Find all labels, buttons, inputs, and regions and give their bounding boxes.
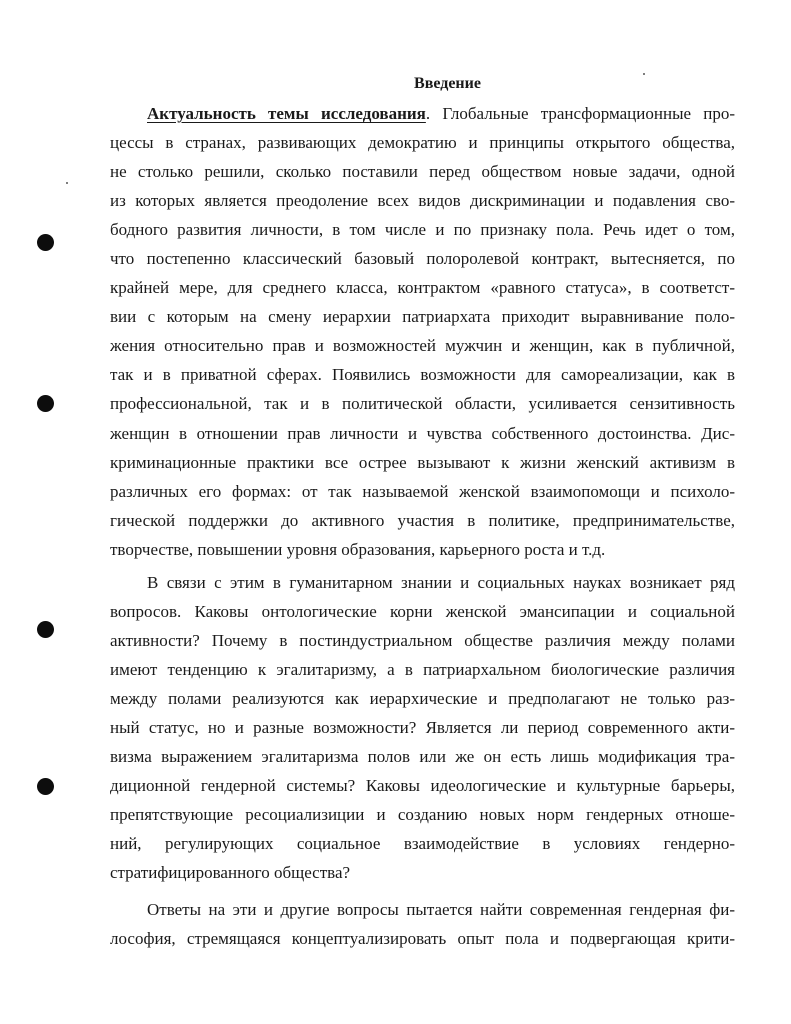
text-line: ний, регулирующих социальное взаимодействие в условиях гендерно- [110, 834, 735, 854]
text-line: так и в приватной сферах. Появились возможности для самореализации, как в [110, 365, 735, 385]
text-line: гической поддержки до активного участия в политике, предпринимательстве, [110, 510, 735, 530]
text-line: лософия, стремящаяся концептуализировать опыт пола и подвергающая крити- [110, 929, 735, 949]
text-line: различных его формах: от так называемой женской взаимопомощи и психоло- [110, 481, 735, 501]
text-line: препятствующие ресоциализиции и созданию новых норм гендерных отноше- [110, 805, 735, 825]
text-line: стратифицированного общества? [110, 863, 351, 883]
text-line: профессиональной, так и в политической области, усиливается сензитивность [110, 394, 735, 414]
text-line: криминационные практики все острее вызывают к жизни женский активизм в [110, 452, 735, 472]
page-title: Введение [414, 75, 481, 92]
text-line: ный статус, но и разные возможности? Является ли период современного акти- [110, 718, 735, 738]
punch-hole [37, 234, 54, 251]
text-line: не столько решили, сколько поставили перед обществом новые задачи, одной [110, 162, 735, 182]
paragraph-first-line [110, 99, 735, 128]
scan-speck [66, 182, 68, 184]
text-line: бодного развития личности, в том числе и по признаку пола. Речь идет о том, [110, 220, 735, 240]
text-line: крайней мере, для среднего класса, контрактом «равного статуса», в соответст- [110, 278, 735, 298]
heading-tail-text: . Глобальные трансформационные про- [425, 104, 735, 123]
text-line: между полами реализуются как иерархические и предполагают не только раз- [110, 689, 735, 709]
text-line: вопросов. Каковы онтологические корни женской эмансипации и социальной [110, 602, 735, 622]
text-line: имеют тенденцию к эгалитаризму, а в патриархальном биологические различия [110, 660, 735, 680]
text-line: женщин в отношении прав личности и чувства собственного достоинства. Дис- [110, 423, 735, 443]
paragraph-1 [110, 99, 735, 564]
text-line: В связи с этим в гуманитарном знании и социальных науках возникает ряд [147, 573, 735, 592]
text-line: вии с которым на смену иерархии патриархата приходит выравнивание поло- [110, 307, 735, 327]
punch-hole [37, 621, 54, 638]
paragraph-2 [110, 568, 735, 888]
text-line: творчестве, повышении уровня образования, карьерного роста и т.д. [110, 539, 606, 559]
text-line: активности? Почему в постиндустриальном обществе различия между полами [110, 631, 735, 651]
punch-hole [37, 395, 54, 412]
punch-hole [37, 778, 54, 795]
text-line: что постепенно классический базовый полоролевой контракт, вытесняется, по [110, 249, 735, 269]
text-line: из которых является преодоление всех видов дискриминации и подавления сво- [110, 191, 735, 211]
text-line: жения относительно прав и возможностей мужчин и женщин, как в публичной, [110, 336, 735, 356]
section-heading: Актуальность темы исследования [147, 104, 426, 123]
text-line: визма выражением эгалитаризма полов или же он есть лишь модификация тра- [110, 747, 735, 767]
text-line: цессы в странах, развивающих демократию и принципы открытого общества, [110, 133, 735, 153]
text-line: диционной гендерной системы? Каковы идеологические и культурные барьеры, [110, 776, 735, 796]
text-line: Ответы на эти и другие вопросы пытается найти современная гендерная фи- [147, 900, 735, 919]
paragraph-3 [110, 895, 735, 953]
